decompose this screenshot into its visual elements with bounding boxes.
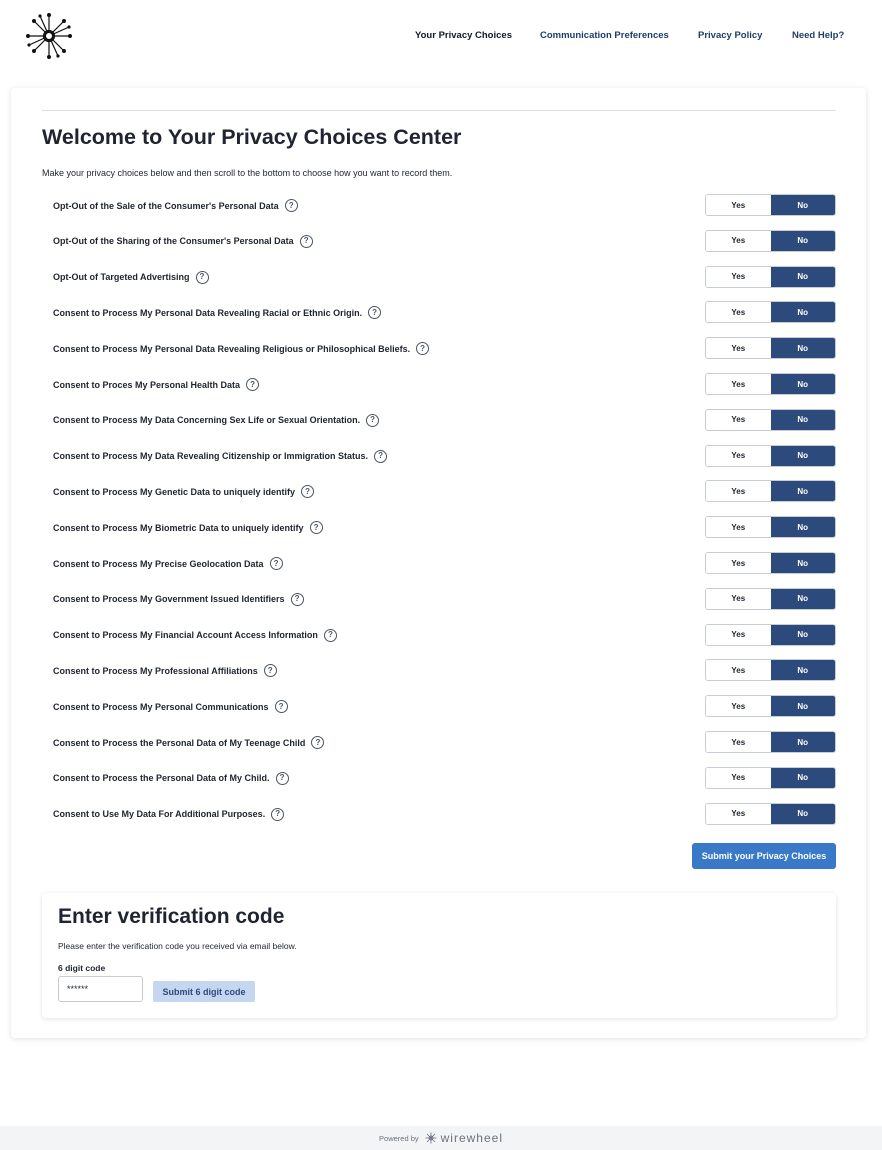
choice-label [53, 593, 304, 606]
choice-label-text: Consent to Process My Personal Communications [53, 701, 269, 712]
yes-option[interactable]: Yes [706, 768, 771, 788]
yes-option[interactable]: Yes [706, 481, 771, 501]
yes-option[interactable]: Yes [706, 660, 771, 680]
help-icon[interactable]: ? [270, 557, 283, 570]
choice-row [42, 552, 836, 574]
powered-by-text: Powered by [379, 1133, 419, 1143]
choice-label [53, 664, 277, 677]
choice-label-text: Consent to Process My Data Revealing Citizenship or Immigration Status. [53, 451, 369, 462]
no-option[interactable]: No [771, 517, 836, 537]
choice-row [42, 337, 836, 359]
choice-label-text: Consent to Use My Data For Additional Purposes. [53, 809, 266, 820]
no-option[interactable]: No [771, 302, 836, 322]
help-icon[interactable]: ? [275, 700, 288, 713]
yes-no-toggle [705, 588, 836, 610]
choice-row [42, 373, 836, 395]
help-icon[interactable]: ? [366, 414, 379, 427]
choice-label-text: Consent to Process My Data Concerning Sex Life or Sexual Orientation. [53, 415, 361, 426]
yes-option[interactable]: Yes [706, 231, 771, 251]
verification-title: Enter verification code [58, 905, 285, 928]
no-option[interactable]: No [771, 660, 836, 680]
choice-label [53, 736, 324, 749]
yes-no-toggle [705, 194, 836, 216]
wirewheel-logo-icon [425, 1132, 437, 1144]
page-intro: Make your privacy choices below and then scroll to the bottom to choose how you want to record them. [42, 168, 453, 178]
no-option[interactable]: No [771, 732, 836, 752]
choice-label [53, 557, 283, 570]
help-icon[interactable]: ? [368, 306, 381, 319]
help-icon[interactable]: ? [196, 271, 209, 284]
verification-code-input[interactable] [58, 976, 143, 1002]
yes-no-toggle [705, 695, 836, 717]
yes-option[interactable]: Yes [706, 410, 771, 430]
no-option[interactable]: No [771, 768, 836, 788]
yes-no-toggle [705, 803, 836, 825]
nav-privacy-policy[interactable]: Privacy Policy [698, 30, 763, 41]
choice-label-text: Consent to Process My Financial Account Access Information [53, 630, 318, 641]
yes-no-toggle [705, 445, 836, 467]
choice-label-text: Opt-Out of the Sale of the Consumer's Personal Data [53, 200, 279, 211]
yes-no-toggle [705, 337, 836, 359]
choice-label [53, 450, 387, 463]
no-option[interactable]: No [771, 195, 836, 215]
verification-instructions: Please enter the verification code you received via email below. [58, 941, 297, 951]
yes-no-toggle [705, 516, 836, 538]
help-icon[interactable]: ? [264, 664, 277, 677]
no-option[interactable]: No [771, 374, 836, 394]
choice-row [42, 445, 836, 467]
yes-no-toggle [705, 409, 836, 431]
choice-label-text: Consent to Process the Personal Data of My Child. [53, 773, 270, 784]
help-icon[interactable]: ? [285, 199, 298, 212]
nav-communication-preferences[interactable]: Communication Preferences [540, 30, 669, 41]
yes-option[interactable]: Yes [706, 589, 771, 609]
submit-code-button[interactable]: Submit 6 digit code [153, 981, 255, 1002]
choice-row [42, 767, 836, 789]
no-option[interactable]: No [771, 589, 836, 609]
help-icon[interactable]: ? [301, 485, 314, 498]
verification-panel [42, 893, 836, 1018]
help-icon[interactable]: ? [324, 629, 337, 642]
yes-option[interactable]: Yes [706, 374, 771, 394]
choice-label-text: Opt-Out of the Sharing of the Consumer's Personal Data [53, 236, 294, 247]
yes-no-toggle [705, 373, 836, 395]
choice-row [42, 695, 836, 717]
yes-no-toggle [705, 480, 836, 502]
choice-label [53, 772, 289, 785]
yes-no-toggle [705, 552, 836, 574]
choice-label-text: Consent to Process My Government Issued Identifiers [53, 594, 285, 605]
choice-row [42, 409, 836, 431]
choice-label [53, 271, 209, 284]
yes-option[interactable]: Yes [706, 267, 771, 287]
top-header [0, 0, 882, 72]
choice-label [53, 485, 314, 498]
nav-need-help[interactable]: Need Help? [792, 30, 845, 41]
no-option[interactable]: No [771, 231, 836, 251]
wirewheel-brand: wirewheel [440, 1131, 503, 1145]
no-option[interactable]: No [771, 410, 836, 430]
yes-no-toggle [705, 659, 836, 681]
choice-label [53, 306, 381, 319]
choice-row [42, 301, 836, 323]
choice-label [53, 808, 284, 821]
help-icon[interactable]: ? [276, 772, 289, 785]
no-option[interactable]: No [771, 481, 836, 501]
choice-row [42, 480, 836, 502]
yes-option[interactable]: Yes [706, 804, 771, 824]
yes-no-toggle [705, 230, 836, 252]
page-title: Welcome to Your Privacy Choices Center [42, 125, 462, 149]
yes-option[interactable]: Yes [706, 338, 771, 358]
yes-no-toggle [705, 301, 836, 323]
code-field-label: 6 digit code [58, 963, 106, 973]
choice-label [53, 629, 337, 642]
help-icon[interactable]: ? [311, 736, 324, 749]
no-option[interactable]: No [771, 804, 836, 824]
yes-no-toggle [705, 624, 836, 646]
help-icon[interactable]: ? [300, 235, 313, 248]
help-icon[interactable]: ? [291, 593, 304, 606]
yes-no-toggle [705, 731, 836, 753]
choice-row [42, 803, 836, 825]
nav-your-privacy-choices[interactable]: Your Privacy Choices [415, 30, 512, 41]
choice-label-text: Consent to Process My Professional Affiliations [53, 665, 258, 676]
choice-label-text: Consent to Process My Genetic Data to uniquely identify [53, 486, 296, 497]
choice-label [53, 521, 323, 534]
choice-label-text: Consent to Process My Biometric Data to uniquely identify [53, 522, 304, 533]
choice-label-text: Consent to Process the Personal Data of My Teenage Child [53, 737, 306, 748]
choice-row [42, 516, 836, 538]
footer [0, 1126, 882, 1150]
choice-label [53, 378, 259, 391]
no-option[interactable]: No [771, 553, 836, 573]
choice-label [53, 342, 429, 355]
choice-row [42, 624, 836, 646]
no-option[interactable]: No [771, 696, 836, 716]
divider [42, 110, 836, 111]
choice-row [42, 194, 836, 216]
choice-row [42, 659, 836, 681]
help-icon[interactable]: ? [310, 521, 323, 534]
help-icon[interactable]: ? [246, 378, 259, 391]
yes-no-toggle [705, 266, 836, 288]
choice-row [42, 230, 836, 252]
no-option[interactable]: No [771, 267, 836, 287]
choice-label-text: Consent to Proces My Personal Health Data [53, 379, 241, 390]
yes-option[interactable]: Yes [706, 696, 771, 716]
help-icon[interactable]: ? [416, 342, 429, 355]
yes-option[interactable]: Yes [706, 446, 771, 466]
choice-label-text: Opt-Out of Targeted Advertising [53, 272, 190, 283]
choice-row [42, 731, 836, 753]
yes-option[interactable]: Yes [706, 625, 771, 645]
no-option[interactable]: No [771, 625, 836, 645]
no-option[interactable]: No [771, 338, 836, 358]
choice-label [53, 199, 298, 212]
choice-row [42, 266, 836, 288]
choice-label-text: Consent to Process My Precise Geolocation Data [53, 558, 264, 569]
choice-label [53, 235, 313, 248]
help-icon[interactable]: ? [374, 450, 387, 463]
choice-label-text: Consent to Process My Personal Data Revealing Racial or Ethnic Origin. [53, 307, 363, 318]
help-icon[interactable]: ? [271, 808, 284, 821]
yes-option[interactable]: Yes [706, 517, 771, 537]
choice-label-text: Consent to Process My Personal Data Revealing Religious or Philosophical Beliefs. [53, 343, 411, 354]
no-option[interactable]: No [771, 446, 836, 466]
yes-option[interactable]: Yes [706, 732, 771, 752]
yes-option[interactable]: Yes [706, 553, 771, 573]
yes-option[interactable]: Yes [706, 302, 771, 322]
submit-privacy-choices-button[interactable]: Submit your Privacy Choices [692, 843, 836, 869]
choice-label [53, 414, 379, 427]
company-logo[interactable] [25, 12, 73, 60]
yes-option[interactable]: Yes [706, 195, 771, 215]
choice-row [42, 588, 836, 610]
yes-no-toggle [705, 767, 836, 789]
choice-label [53, 700, 288, 713]
